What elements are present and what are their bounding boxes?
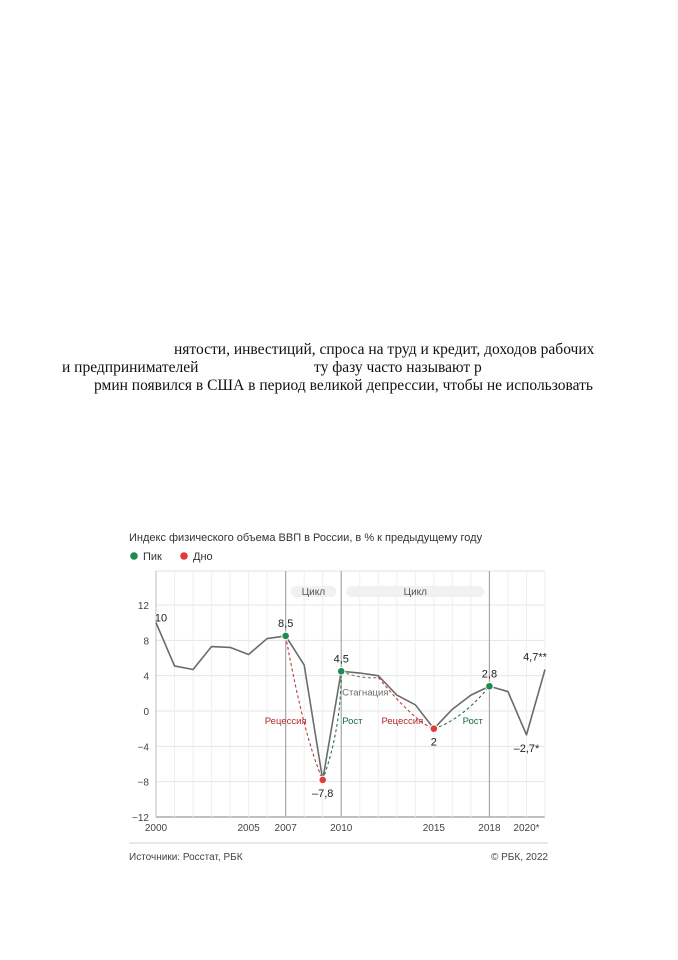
copyright-note: © РБК, 2022: [490, 852, 548, 863]
data-value-label: –2,7*: [513, 742, 540, 755]
x-tick-label: 2000: [144, 823, 168, 834]
gdp-series-line: [156, 623, 545, 780]
document-text-line: нятости, инвестиций, спроса на труд и кредит, доходов рабочих: [174, 341, 595, 358]
y-tick-label: 0: [143, 707, 149, 718]
data-value-label: 10: [154, 612, 168, 625]
peak-point: [486, 682, 494, 690]
x-tick-label: 2018: [478, 823, 501, 834]
x-tick-label: 2010: [330, 823, 353, 834]
phase-label: Стагнация: [342, 687, 389, 699]
cycle-label: Цикл: [301, 587, 326, 598]
y-tick-label: 12: [137, 601, 149, 612]
y-tick-label: 4: [143, 671, 149, 683]
y-tick-label: −12: [132, 813, 149, 824]
y-tick-label: −4: [137, 742, 149, 754]
peak-value-label: 8,5: [278, 617, 294, 630]
peak-value-label: 4,5: [333, 653, 349, 666]
x-tick-label: 2005: [237, 823, 260, 834]
trough-value-label: –7,8: [312, 787, 334, 800]
y-tick-label: 8: [143, 636, 149, 648]
phase-label: Рост: [342, 715, 363, 727]
legend-trough-label: Дно: [193, 551, 213, 563]
document-text-fragment: ту фазу часто называют р: [314, 359, 482, 376]
x-tick-label: 2015: [422, 823, 445, 834]
trough-point: [319, 776, 327, 784]
document-text-line: рмин появился в США в период великой депрессии, чтобы не использовать: [94, 377, 593, 394]
phase-label: Рецессия: [264, 715, 307, 727]
document-text-fragment: и предпринимателей: [62, 359, 199, 376]
legend-peak-label: Пик: [143, 551, 162, 563]
peak-value-label: 2,8: [481, 668, 498, 681]
cycle-label: Цикл: [403, 587, 427, 598]
phase-label: Рецессия: [381, 715, 424, 727]
legend: [130, 551, 212, 563]
legend-peak-marker: [130, 552, 138, 560]
source-note: Источники: Росстат, РБК: [129, 852, 243, 863]
x-tick-label: 2007: [274, 823, 297, 834]
x-tick-label: 2020*: [513, 823, 540, 834]
data-value-label: 4,7**: [523, 651, 547, 664]
trough-point: [430, 725, 438, 733]
chart-title: Индекс физического объема ВВП в России, в % к предыдущему году: [129, 532, 483, 544]
y-tick-label: −8: [137, 777, 149, 789]
trough-value-label: 2: [430, 736, 437, 749]
peak-point: [337, 667, 345, 675]
phase-label: Рост: [462, 715, 483, 727]
legend-trough-marker: [180, 552, 188, 560]
peak-point: [282, 632, 290, 640]
